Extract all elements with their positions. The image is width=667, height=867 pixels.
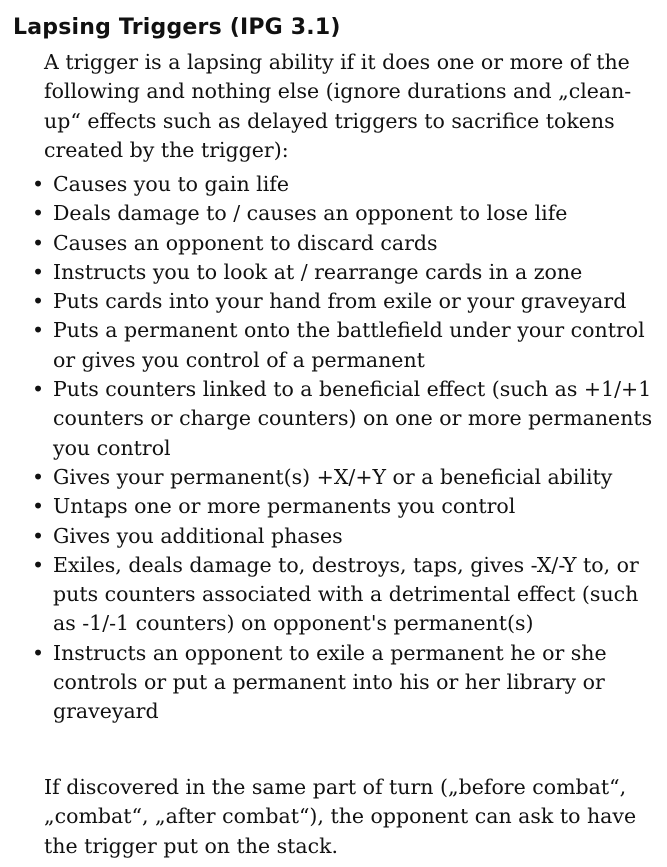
bullet-icon: • [32, 552, 45, 577]
list-item-text: Causes you to gain life [53, 172, 289, 196]
list-item-text: Exiles, deals damage to, destroys, taps, gives -X/-Y to, or puts counters associated with a detrimental effect (such as -1/-1 counters) on opponent's permanent(s) [53, 552, 639, 636]
list-item-text: Gives your permanent(s) +X/+Y or a beneficial ability [53, 464, 613, 489]
bullet-icon: • [32, 523, 45, 548]
list-item [32, 551, 656, 639]
bullet-icon: • [32, 318, 45, 343]
list-item [32, 258, 656, 287]
bullet-icon: • [32, 464, 45, 489]
list-item [32, 199, 656, 228]
list-item-text: Instructs you to look at / rearrange cards in a zone [53, 259, 583, 284]
list-item [32, 375, 656, 463]
bullet-icon: • [32, 289, 45, 314]
bullet-icon: • [32, 201, 45, 226]
list-item-text: Causes an opponent to discard cards [53, 230, 438, 255]
list-item [32, 170, 656, 199]
lapsing-trigger-list [32, 170, 656, 727]
list-item [32, 316, 656, 375]
list-item-text: Untaps one or more permanents you control [53, 494, 516, 519]
list-item-text: Gives you additional phases [53, 523, 343, 548]
list-item-text: Puts counters linked to a beneficial effect (such as +1/+1 counters or charge counters) on one or more permanents you control [53, 377, 653, 460]
bullet-icon: • [32, 230, 45, 255]
bullet-icon: • [32, 259, 45, 284]
bullet-icon: • [32, 640, 45, 665]
list-item [32, 492, 656, 521]
intro-paragraph: A trigger is a lapsing ability if it does one or more of the following and nothing else (ignore durations and „clean-up“ effects such as delayed triggers to sacrifice tokens created by the trigger): [44, 50, 632, 162]
bullet-icon: • [32, 494, 45, 519]
list-item [32, 229, 656, 258]
list-item [32, 463, 656, 492]
bullet-icon: • [32, 377, 45, 402]
list-item-text: Puts cards into your hand from exile or your graveyard [53, 289, 627, 314]
list-item [32, 287, 656, 316]
closing-paragraph: If discovered in the same part of turn („before combat“, „combat“, „after combat“), the opponent can ask to have the trigger put on the stack. [44, 775, 637, 858]
section-title: Lapsing Triggers (IPG 3.1) [13, 15, 341, 40]
list-item-text: Deals damage to / causes an opponent to lose life [53, 201, 568, 226]
bullet-icon: • [32, 172, 45, 196]
list-item-text: Instructs an opponent to exile a permanent he or she controls or put a permanent into his or her library or graveyard [53, 640, 607, 724]
list-item [32, 639, 656, 727]
list-item-text: Puts a permanent onto the battlefield under your control or gives you control of a permanent [53, 318, 645, 372]
list-item [32, 522, 656, 551]
